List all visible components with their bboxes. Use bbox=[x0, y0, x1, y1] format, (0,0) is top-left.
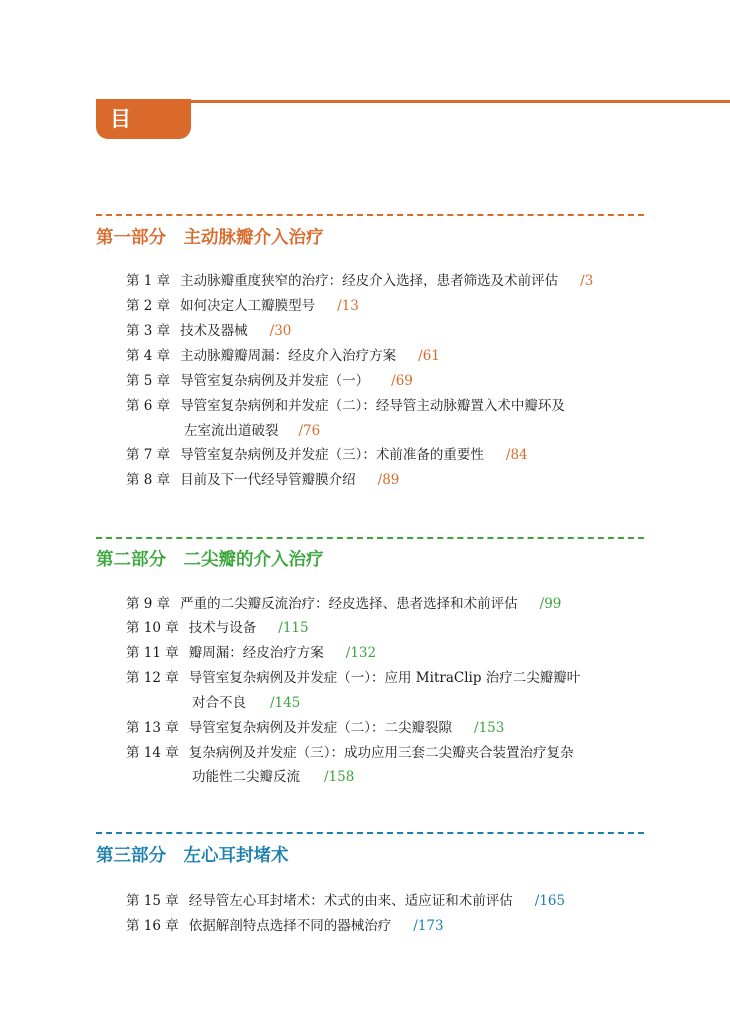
chapter-number: 第 11 章 bbox=[126, 645, 179, 661]
page-title: 目 录 bbox=[96, 99, 191, 139]
part-divider bbox=[96, 537, 644, 539]
chapter-title: 主动脉瓣重度狭窄的治疗：经皮介入选择，患者筛选及术前评估 bbox=[180, 273, 559, 289]
page-number: /3 bbox=[580, 273, 594, 289]
chapter-number: 第 16 章 bbox=[126, 918, 179, 934]
page-number: /145 bbox=[270, 695, 301, 711]
page-number: /99 bbox=[539, 596, 562, 612]
chapter-number: 第 1 章 bbox=[126, 273, 171, 289]
page-number: /13 bbox=[337, 298, 359, 314]
chapter-title-continued: 功能性二尖瓣反流 bbox=[192, 769, 300, 785]
chapter-number: 第 7 章 bbox=[126, 447, 171, 463]
page-number: /76 bbox=[298, 423, 321, 439]
chapter-title: 导管室复杂病例和并发症（二）：经导管主动脉瓣置入术中瓣环及 bbox=[180, 398, 565, 414]
part-title: 第一部分 主动脉瓣介入治疗 bbox=[96, 228, 324, 248]
page-number: /89 bbox=[377, 472, 400, 488]
chapter-number: 第 4 章 bbox=[126, 348, 171, 364]
toc-entry[interactable] bbox=[126, 322, 291, 340]
toc-entry[interactable] bbox=[126, 719, 504, 737]
page-number: /165 bbox=[534, 893, 566, 909]
toc-entry[interactable] bbox=[126, 347, 440, 365]
page-number: /158 bbox=[324, 769, 355, 785]
toc-entry[interactable] bbox=[126, 892, 565, 910]
page-number: /132 bbox=[345, 645, 377, 661]
header-rule bbox=[180, 100, 730, 103]
chapter-title: 经导管左心耳封堵术：术式的由来、适应证和术前评估 bbox=[188, 893, 513, 909]
chapter-number: 第 12 章 bbox=[126, 670, 179, 686]
chapter-title: 严重的二尖瓣反流治疗：经皮选择、患者选择和术前评估 bbox=[180, 596, 518, 612]
chapter-number: 第 3 章 bbox=[126, 323, 171, 339]
page-number: /115 bbox=[278, 620, 309, 636]
chapter-title: 复杂病例及并发症（三）：成功应用三套二尖瓣夹合装置治疗复杂 bbox=[188, 745, 574, 761]
chapter-title: 目前及下一代经导管瓣膜介绍 bbox=[180, 472, 356, 488]
toc-entry-continuation[interactable] bbox=[192, 694, 300, 712]
chapter-title: 依据解剖特点选择不同的器械治疗 bbox=[188, 918, 392, 934]
chapter-number: 第 8 章 bbox=[126, 472, 171, 488]
chapter-title: 导管室复杂病例及并发症（三）：术前准备的重要性 bbox=[180, 447, 484, 463]
page-number: /30 bbox=[269, 323, 292, 339]
chapter-title: 如何决定人工瓣膜型号 bbox=[180, 298, 316, 314]
part-divider bbox=[96, 214, 644, 216]
toc-entry-continuation[interactable] bbox=[192, 768, 354, 786]
chapter-title: 主动脉瓣瓣周漏：经皮介入治疗方案 bbox=[180, 348, 397, 364]
toc-entry[interactable] bbox=[126, 297, 359, 315]
toc-entry[interactable] bbox=[126, 595, 561, 613]
chapter-title: 瓣周漏：经皮治疗方案 bbox=[188, 645, 324, 661]
toc-entry[interactable] bbox=[126, 669, 580, 687]
toc-entry[interactable] bbox=[126, 471, 399, 489]
chapter-title-continued: 对合不良 bbox=[192, 695, 246, 711]
chapter-number: 第 6 章 bbox=[126, 398, 171, 414]
chapter-number: 第 2 章 bbox=[126, 298, 171, 314]
chapter-number: 第 14 章 bbox=[126, 745, 179, 761]
toc-entry[interactable] bbox=[126, 372, 413, 390]
toc-entry[interactable] bbox=[126, 644, 376, 662]
toc-entry[interactable] bbox=[126, 917, 444, 935]
page-number: /61 bbox=[418, 348, 440, 364]
page-number: /84 bbox=[505, 447, 528, 463]
chapter-number: 第 13 章 bbox=[126, 720, 179, 736]
toc-entry[interactable] bbox=[126, 272, 593, 290]
chapter-title: 导管室复杂病例及并发症（一） bbox=[180, 373, 370, 389]
chapter-number: 第 15 章 bbox=[126, 893, 179, 909]
chapter-title-continued: 左室流出道破裂 bbox=[184, 423, 279, 439]
chapter-title: 技术及器械 bbox=[180, 323, 248, 339]
chapter-title: 导管室复杂病例及并发症（一）：应用 MitraClip 治疗二尖瓣瓣叶 bbox=[188, 670, 581, 686]
toc-entry-continuation[interactable] bbox=[184, 422, 320, 440]
toc-entry[interactable] bbox=[126, 744, 574, 762]
page-number: /69 bbox=[391, 373, 413, 389]
chapter-number: 第 5 章 bbox=[126, 373, 171, 389]
part-divider bbox=[96, 832, 644, 834]
chapter-number: 第 9 章 bbox=[126, 596, 171, 612]
part-title: 第二部分 二尖瓣的介入治疗 bbox=[96, 550, 324, 570]
part-title: 第三部分 左心耳封堵术 bbox=[96, 846, 289, 866]
chapter-number: 第 10 章 bbox=[126, 620, 179, 636]
chapter-title: 技术与设备 bbox=[188, 620, 257, 636]
page-number: /173 bbox=[413, 918, 444, 934]
chapter-title: 导管室复杂病例及并发症（二）：二尖瓣裂隙 bbox=[188, 720, 453, 736]
toc-entry[interactable] bbox=[126, 446, 528, 464]
page-number: /153 bbox=[474, 720, 505, 736]
toc-entry[interactable] bbox=[126, 619, 309, 637]
toc-entry[interactable] bbox=[126, 397, 565, 415]
